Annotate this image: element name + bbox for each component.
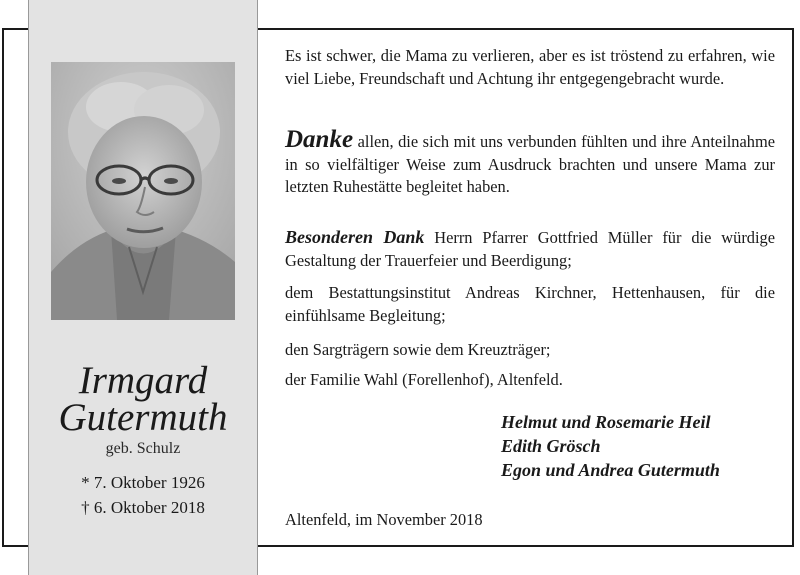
funeral-home-paragraph: dem Bestattungsinstitut Andreas Kirchner, Hettenhausen, für die einfühlsame Begleitung; [285, 283, 775, 325]
signature-line: Egon und Andrea Gutermuth [501, 460, 720, 480]
special-thanks-paragraph [285, 226, 775, 272]
intro-paragraph: Es ist schwer, die Mama zu verlieren, aber es ist tröstend zu erfahren, wie viel Liebe, Freundschaft und Achtung ihr entgegengebracht wurde. [285, 46, 775, 88]
death-date: † 6. Oktober 2018 [81, 498, 205, 517]
special-thanks-body: Herrn Pfarrer Gottfried Müller für die würdige Gestaltung der Trauerfeier und Beerdigung; [285, 228, 775, 270]
signature-line: Edith Grösch [501, 436, 601, 456]
place-and-date: Altenfeld, im November 2018 [285, 510, 483, 529]
signature-line: Helmut und Rosemarie Heil [501, 412, 711, 432]
portrait-image [51, 62, 235, 320]
thanks-body: allen, die sich mit uns verbunden fühlten und ihre Anteilnahme in so vielfältiger Weise zum Ausdruck brachten und unsere Mama zur letzten Ruhestätte begleitet haben. [285, 132, 775, 196]
portrait-photo [51, 62, 235, 320]
maiden-name: geb. Schulz [105, 440, 181, 457]
signatures [501, 410, 720, 482]
family-paragraph: der Familie Wahl (Forellenhof), Altenfeld. [285, 370, 563, 389]
deceased-last-name: Gutermuth [58, 396, 228, 439]
bearers-paragraph: den Sargträgern sowie dem Kreuzträger; [285, 340, 551, 359]
portrait-panel [28, 0, 258, 575]
thanks-paragraph [285, 126, 775, 199]
deceased-first-name: Irmgard [78, 359, 208, 402]
birth-date: * 7. Oktober 1926 [81, 473, 205, 492]
special-thanks-lead: Besonderen Dank [285, 227, 425, 247]
thanks-lead: Danke [285, 126, 354, 153]
